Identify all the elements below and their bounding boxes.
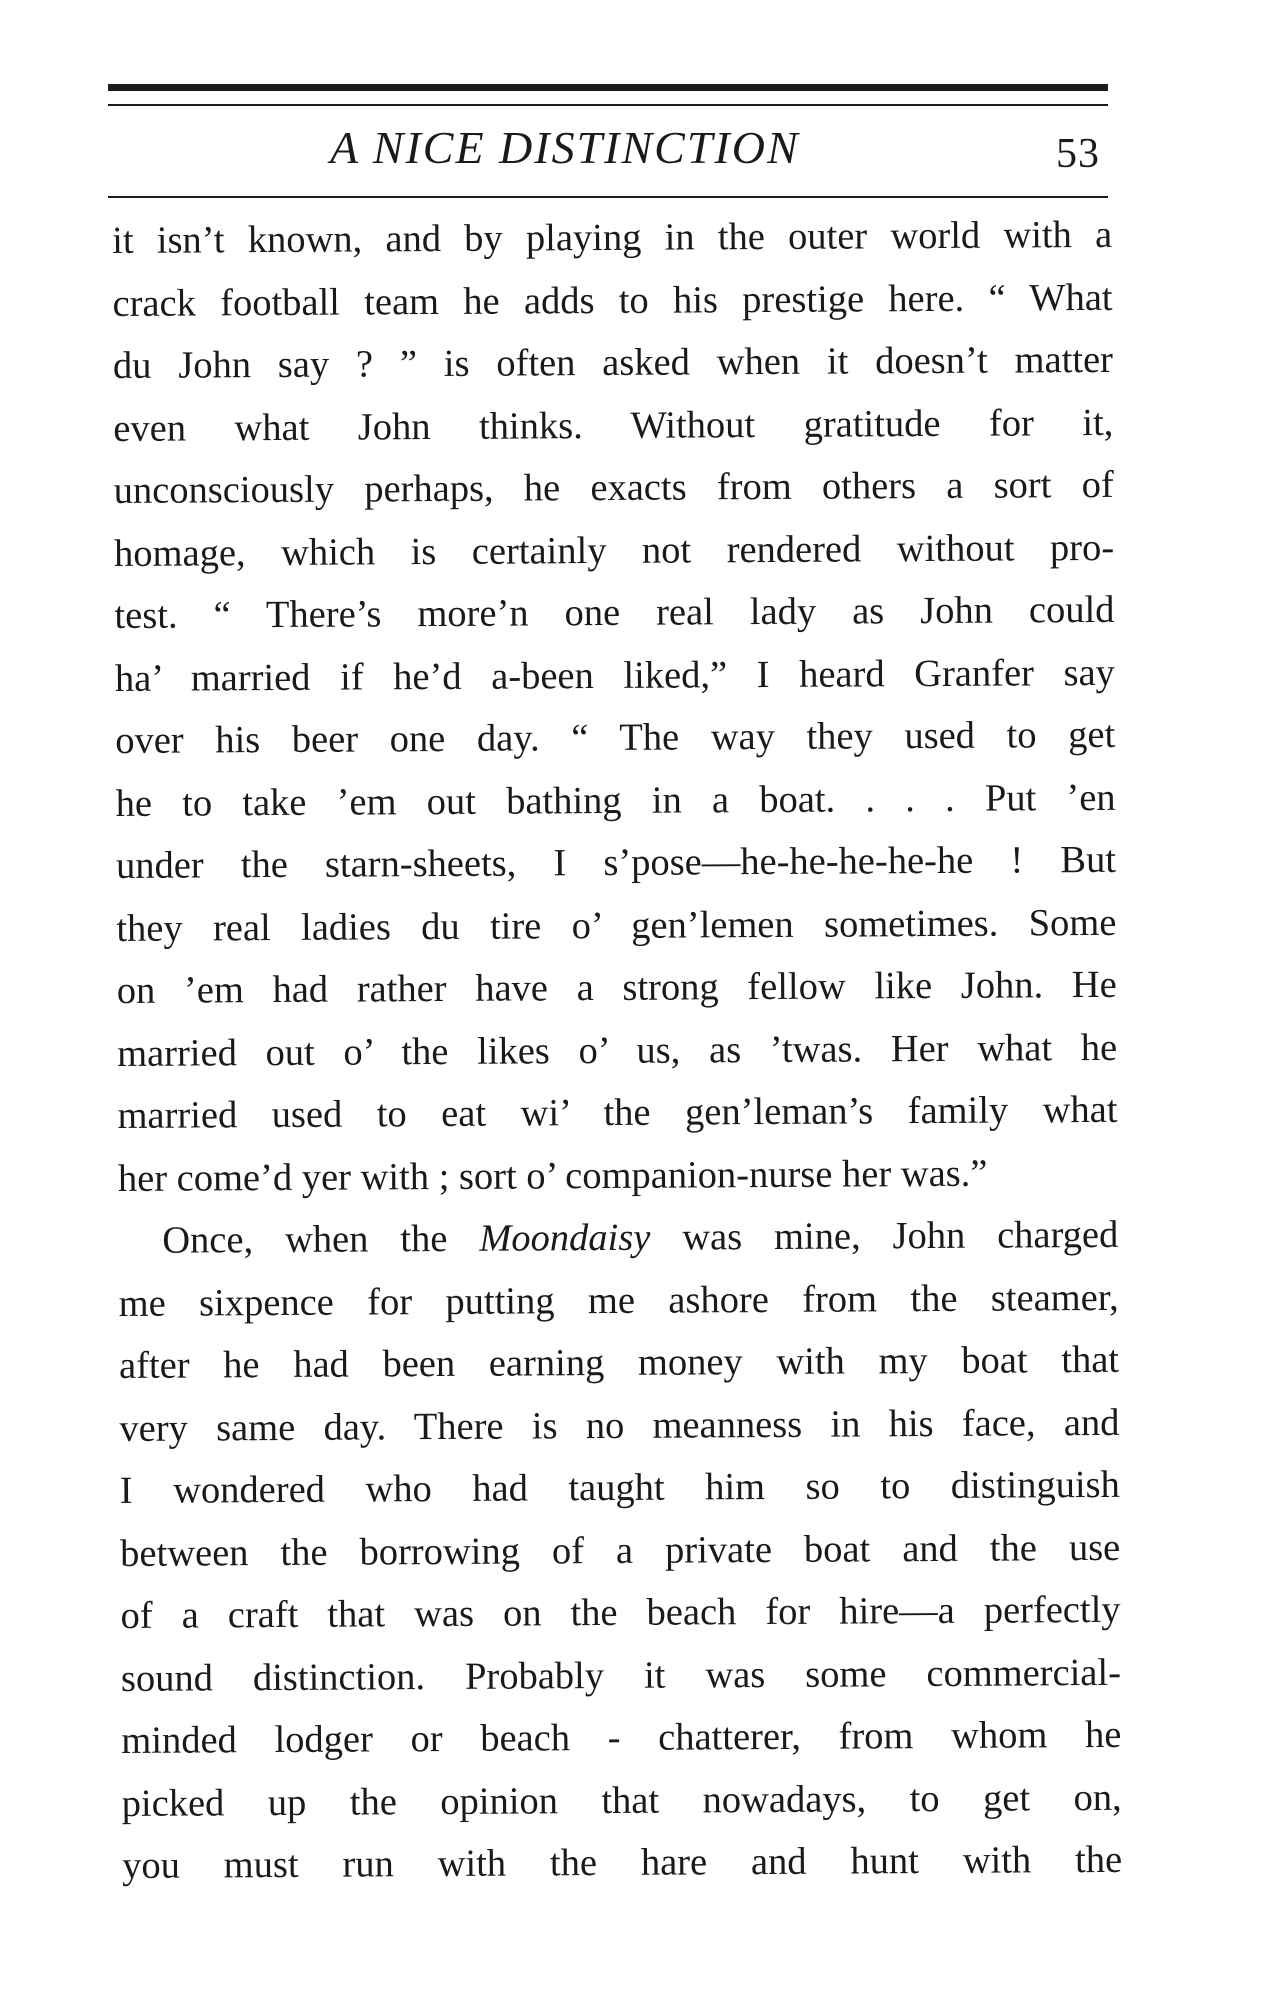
text-segment: Once, when the xyxy=(162,1217,480,1262)
text-line: even what John thinks. Without gratitude for it, xyxy=(113,401,1114,450)
text-line: married out o’ the likes o’ us, as ’twas. Her what he xyxy=(117,1026,1118,1075)
text-line: sound distinction. Probably it was some commercial- xyxy=(120,1651,1122,1700)
text-line: between the borrowing of a private boat and the use xyxy=(120,1526,1121,1575)
header-rule-thin-bottom xyxy=(108,196,1108,198)
text-line: you must run with the hare and hunt with the xyxy=(121,1838,1123,1887)
text-line: on ’em had rather have a strong fellow like John. He xyxy=(116,963,1117,1012)
body-text xyxy=(112,204,1122,1898)
text-line: they real ladies du tire o’ gen’lemen sometimes. Some xyxy=(116,901,1117,950)
text-line: crack football team he adds to his prestige here. “ What xyxy=(112,276,1113,325)
text-segment: was mine, John charged xyxy=(650,1213,1119,1259)
text-line: it isn’t known, and by playing in the outer world with a xyxy=(112,213,1113,262)
text-line: under the starn-sheets, I s’pose—he-he-he-he-he ! But xyxy=(115,838,1117,887)
text-line: after he had been earning money with my boat that xyxy=(118,1338,1120,1387)
text-line: picked up the opinion that nowadays, to get on, xyxy=(121,1776,1122,1825)
text-line: married used to eat wi’ the gen’leman’s family what xyxy=(117,1088,1118,1137)
text-line: very same day. There is no meanness in his face, and xyxy=(119,1401,1120,1450)
boat-name-italic: Moondaisy xyxy=(479,1216,651,1260)
text-line: I wondered who had taught him so to distinguish xyxy=(119,1463,1120,1512)
page-number: 53 xyxy=(1056,131,1100,177)
running-title: A NICE DISTINCTION xyxy=(330,122,800,173)
header-rule-thin-top xyxy=(108,104,1108,106)
text-line: minded lodger or beach - chatterer, from whom he xyxy=(121,1713,1122,1762)
text-line: du John say ? ” is often asked when it doesn’t matter xyxy=(112,338,1114,387)
text-line: over his beer one day. “ The way they used to get xyxy=(115,713,1116,762)
paragraph-end-line: her come’d yer with ; sort o’ companion-nurse her was.” xyxy=(117,1152,988,1200)
text-line: homage, which is certainly not rendered without pro- xyxy=(113,526,1115,575)
text-line: test. “ There’s more’n one real lady as John could xyxy=(114,588,1115,637)
text-line: me sixpence for putting me ashore from the steamer, xyxy=(118,1276,1119,1325)
text-line: of a craft that was on the beach for hire—a perfectly xyxy=(120,1588,1121,1637)
text-line: he to take ’em out bathing in a boat. . . . Put ’en xyxy=(115,776,1116,825)
paragraph-start-line xyxy=(118,1204,1118,1273)
text-line: ha’ married if he’d a-been liked,” I heard Granfer say xyxy=(114,651,1115,700)
header-rule-thick xyxy=(108,84,1108,91)
text-line: unconsciously perhaps, he exacts from others a sort of xyxy=(113,463,1114,512)
